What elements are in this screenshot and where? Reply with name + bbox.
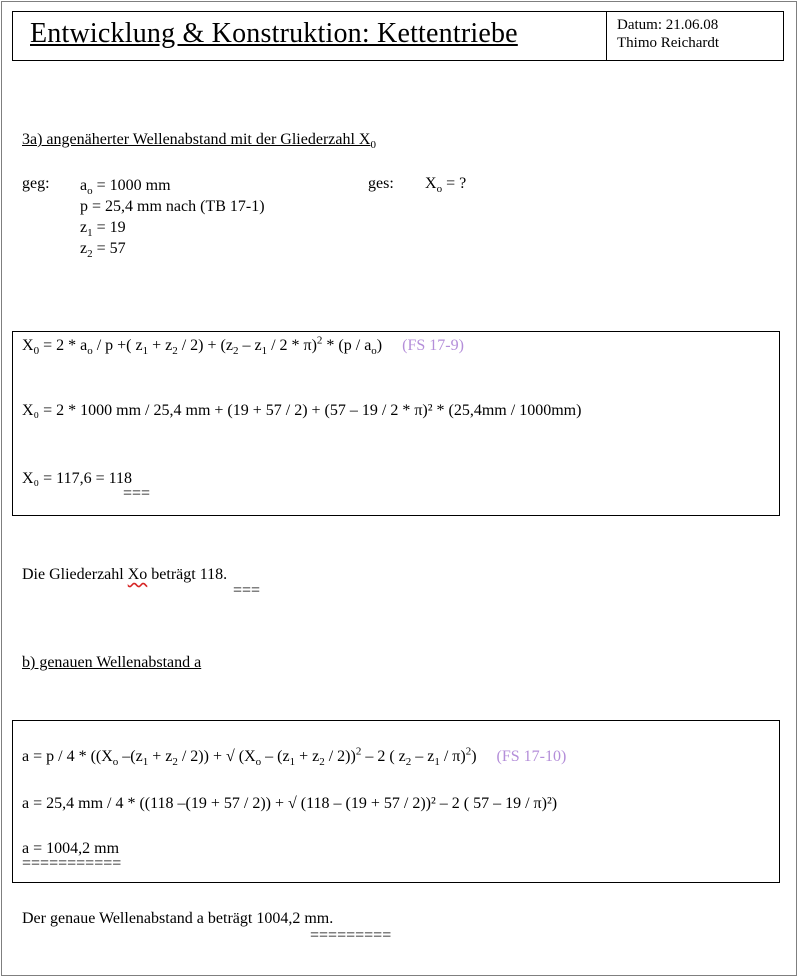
formula-b-general: $a = p / 4 * ((X_o$ $-(z_1 + z_2 / 2)$) + √ $(X_o - (z_1 + z_2 / 2))^2 - 2$ ( $z_2 - z_1 / \pi)^2$) (FS 17-10) (22, 745, 567, 769)
statement-a-mark: === (233, 582, 261, 599)
formula-b-result: a = 1004,2 mm (22, 840, 120, 857)
section-a-heading-sub: 0 (370, 139, 376, 152)
formula-a-result-mark: === (123, 485, 151, 502)
formula-b-result-mark: =========== (22, 855, 122, 872)
given-z2: $z_2 = 57$ (80, 240, 126, 261)
formula-b-calc: a = 25,4 mm / 4 * ((118 –(19 + 57 / 2)) + √ (118 – (19 + 57 / 2))² – 2 ( 57 – 19 / π)²) (22, 795, 558, 812)
statement-a-var: Xo (127, 566, 148, 583)
statement-b-mark: ========= (310, 927, 392, 944)
given-list (80, 175, 265, 259)
sought-xo: $X_o$ = ? (425, 175, 467, 196)
section-a-heading-text: 3a) angenäherter Wellenabstand mit der Gliederzahl X (22, 131, 371, 148)
document-header (12, 11, 784, 61)
document-title: Entwicklung & Konstruktion: Kettentriebe (30, 18, 518, 49)
statement-b: Der genaue Wellenabstand a beträgt 1004,2 mm. (22, 910, 334, 927)
formula-b-ref: (FS 17-10) (496, 748, 567, 765)
formula-a-ref: (FS 17-9) (402, 337, 464, 354)
formula-a-general: $X_0 = 2 * a_o / p$ +( $z_1 + z_2 / 2) + (z_2 - z_1 / 2 * \pi)^2 * (p / a_o)$ (FS 17-9) (22, 334, 464, 358)
given-p: p = 25,4 mm nach (TB 17-1) (80, 198, 265, 215)
header-divider (606, 12, 607, 60)
section-b-heading: b) genauen Wellenabstand a (22, 654, 202, 671)
sought-label: ges: (368, 175, 394, 192)
author-name: Thimo Reichardt (617, 35, 720, 51)
given-z1: $z_1 = 19$ (80, 219, 126, 240)
date-label: Datum: 21.06.08 (617, 17, 719, 33)
statement-a: Die Gliederzahl Xo beträgt 118. (22, 566, 228, 583)
formula-a-calc: X₀ = 2 * 1000 mm / 25,4 mm + (19 + 57 / 2) + (57 – 19 / 2 * π)² * (25,4mm / 1000mm) (22, 402, 582, 419)
section-a-heading (22, 131, 376, 152)
given-label: geg: (22, 175, 50, 192)
header-meta (617, 16, 719, 52)
given-ao: $a_o = 1000$ mm (80, 177, 171, 198)
formula-a-result: X₀ = 117,6 = 118 (22, 470, 132, 487)
